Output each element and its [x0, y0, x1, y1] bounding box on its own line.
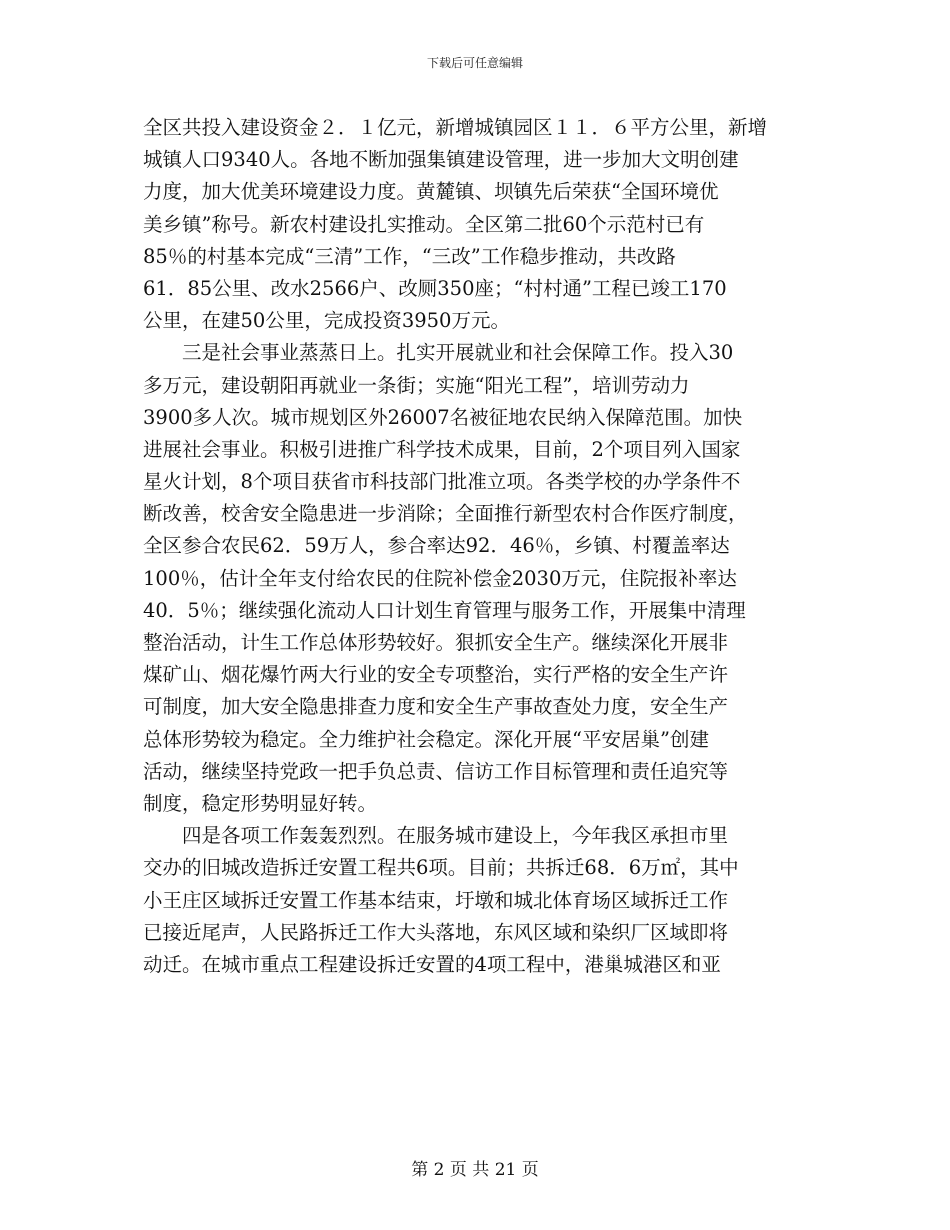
page-footer: 第 2 页 共 21 页	[411, 1160, 539, 1180]
text-line: 整治活动，计生工作总体形势较好。狠抓安全生产。继续深化开展非	[143, 631, 729, 654]
text-line: 公里，在建50公里，完成投资3950万元。	[143, 309, 510, 333]
page-header: 下载后可任意编辑	[426, 56, 523, 70]
text-line: 星火计划，8个项目获省市科技部门批准立项。各类学校的办学条件不	[143, 470, 741, 494]
text-line: 进展社会事业。积极引进推广科学技术成果，目前，2个项目列入国家	[143, 437, 741, 461]
text-line: 小王庄区域拆迁安置工作基本结束，圩墩和城北体育场区域拆迁工作	[143, 888, 729, 912]
text-line: 力度，加大优美环境建设力度。黄麓镇、坝镇先后荣获“全国环境优	[143, 180, 719, 204]
document-body	[143, 112, 813, 981]
text-line: 三是社会事业蒸蒸日上。扎实开展就业和社会保障工作。投入30	[143, 341, 734, 365]
text-line: 活动，继续坚持党政一把手负总责、信访工作目标管理和责任追究等	[143, 759, 729, 783]
text-line: 全区参合农民62．59万人，参合率达92．46％，乡镇、村覆盖率达	[143, 534, 730, 558]
text-line: 已接近尾声，人民路拆迁工作大头落地，东风区域和染织厂区域即将	[143, 920, 729, 944]
text-line: 四是各项工作轰轰烈烈。在服务城市建设上，今年我区承担市里	[143, 824, 729, 848]
text-line: 多万元，建设朝阳再就业一条街；实施“阳光工程”，培训劳动力	[143, 373, 690, 397]
text-line: 城镇人口9340人。各地不断加强集镇建设管理，进一步加大文明创建	[143, 148, 739, 172]
text-line: 交办的旧城改造拆迁安置工程共6项。目前；共拆迁68．6万㎡，其中	[143, 856, 739, 880]
text-line: 40．5％；继续强化流动人口计划生育管理与服务工作，开展集中清理	[143, 598, 746, 622]
text-line: 可制度，加大安全隐患排查力度和安全生产事故查处力度，安全生产	[143, 695, 729, 719]
text-line: 动迁。在城市重点工程建设拆迁安置的4项工程中，港巢城港区和亚	[143, 952, 721, 976]
text-line: 全区共投入建设资金２．１亿元，新增城镇园区１１．６平方公里，新增	[143, 116, 768, 139]
text-line: 85％的村基本完成“三清”工作，“三改”工作稳步推动，共改路	[143, 244, 676, 268]
text-line: 61．85公里、改水2566户、改厕350座；“村村通”工程已竣工170	[143, 276, 727, 300]
text-line: 断改善，校舍安全隐患进一步消除；全面推行新型农村合作医疗制度，	[143, 502, 748, 526]
text-line: 3900多人次。城市规划区外26007名被征地农民纳入保障范围。加快	[143, 405, 743, 429]
text-line: 制度，稳定形势明显好转。	[143, 791, 378, 815]
text-line: 美乡镇”称号。新农村建设扎实推动。全区第二批60个示范村已有	[143, 212, 705, 236]
text-line: 煤矿山、烟花爆竹两大行业的安全专项整治，实行严格的安全生产许	[143, 663, 729, 687]
text-line: 100％，估计全年支付给农民的住院补偿金2030万元，住院报补率达	[143, 566, 737, 590]
text-line: 总体形势较为稳定。全力维护社会稳定。深化开展“平安居巢”创建	[143, 727, 709, 751]
